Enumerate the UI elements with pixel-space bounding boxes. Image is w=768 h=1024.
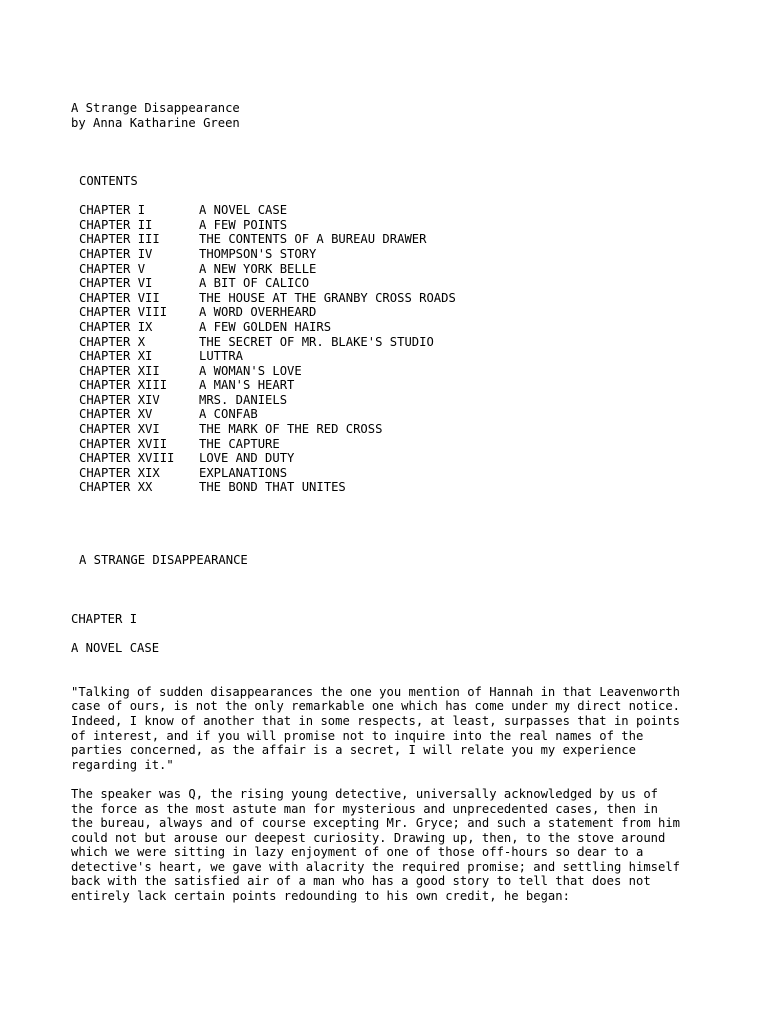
toc-chapter-title: THE BOND THAT UNITES [199, 480, 346, 495]
toc-row [71, 335, 761, 350]
toc-chapter-title: A WOMAN'S LOVE [199, 363, 302, 378]
toc-chapter-number: CHAPTER II [79, 217, 153, 232]
toc-chapter-title: A NOVEL CASE [199, 203, 288, 218]
toc-chapter-title: A MAN'S HEART [199, 378, 295, 393]
toc-chapter-number: CHAPTER XVIII [79, 451, 175, 466]
toc-row [71, 320, 761, 335]
toc-chapter-number: CHAPTER VI [79, 276, 153, 291]
toc-chapter-number: CHAPTER VIII [79, 305, 168, 320]
contents-heading: CONTENTS [79, 173, 138, 188]
toc-chapter-title: MRS. DANIELS [199, 392, 288, 407]
toc-row [71, 276, 761, 291]
toc-chapter-number: CHAPTER XX [79, 480, 153, 495]
toc-row [71, 203, 761, 218]
toc-row [71, 291, 761, 306]
toc-chapter-title: THOMPSON'S STORY [199, 246, 317, 261]
toc-chapter-title: A NEW YORK BELLE [199, 261, 317, 276]
paragraph-line: which we were sitting in lazy enjoyment of one of those off-hours so dear to a [71, 845, 644, 860]
toc-chapter-number: CHAPTER V [79, 261, 146, 276]
toc-row [71, 364, 761, 379]
paragraph-line: could not but arouse our deepest curiosity. Drawing up, then, to the stove around [71, 830, 666, 845]
toc-chapter-title: THE HOUSE AT THE GRANBY CROSS ROADS [199, 290, 456, 305]
toc-chapter-title: THE MARK OF THE RED CROSS [199, 422, 383, 437]
paragraph-line: the bureau, always and of course excepting Mr. Gryce; and such a statement from him [71, 816, 681, 831]
paragraph-line: Indeed, I know of another that in some respects, at least, surpasses that in points [71, 713, 681, 728]
toc-chapter-title: A CONFAB [199, 407, 258, 422]
paragraph-line: of interest, and if you will promise not to inquire into the real names of the [71, 728, 644, 743]
paragraph-line: back with the satisfied air of a man who has a good story to tell that does not [71, 874, 651, 889]
toc-chapter-number: CHAPTER XVII [79, 436, 168, 451]
toc-chapter-title: THE CAPTURE [199, 436, 280, 451]
paragraph-line: The speaker was Q, the rising young detective, universally acknowledged by us of [71, 786, 658, 801]
toc-chapter-title: A FEW POINTS [199, 217, 288, 232]
toc-row [71, 466, 761, 481]
toc-row [71, 305, 761, 320]
toc-chapter-title: A FEW GOLDEN HAIRS [199, 319, 332, 334]
paragraph [71, 787, 761, 904]
toc-chapter-title: THE CONTENTS OF A BUREAU DRAWER [199, 232, 427, 247]
paragraph-line: case of ours, is not the only remarkable one which has come under my direct notice. [71, 699, 681, 714]
toc-chapter-title: THE SECRET OF MR. BLAKE'S STUDIO [199, 334, 434, 349]
toc-row [71, 218, 761, 233]
toc-chapter-title: LOVE AND DUTY [199, 451, 295, 466]
toc-row [71, 247, 761, 262]
toc-chapter-number: CHAPTER XV [79, 407, 153, 422]
toc-chapter-number: CHAPTER XII [79, 363, 160, 378]
chapter-number: CHAPTER I [71, 611, 138, 626]
chapter-title: A NOVEL CASE [71, 640, 160, 655]
paragraph-line: entirely lack certain points redounding to his own credit, he began: [71, 889, 570, 904]
toc-row [71, 422, 761, 437]
toc-chapter-number: CHAPTER VII [79, 290, 160, 305]
toc-row [71, 407, 761, 422]
toc-row [71, 262, 761, 277]
paragraph-line: "Talking of sudden disappearances the one you mention of Hannah in that Leavenworth [71, 684, 681, 699]
toc-chapter-number: CHAPTER XIII [79, 378, 168, 393]
toc-row [71, 437, 761, 452]
table-of-contents [71, 203, 761, 495]
toc-chapter-number: CHAPTER XIV [79, 392, 160, 407]
toc-row [71, 451, 761, 466]
toc-chapter-title: EXPLANATIONS [199, 465, 288, 480]
toc-chapter-title: A BIT OF CALICO [199, 276, 310, 291]
toc-chapter-number: CHAPTER IV [79, 246, 153, 261]
document-body [71, 101, 761, 904]
book-byline: by Anna Katharine Green [71, 115, 240, 130]
paragraph [71, 685, 761, 773]
toc-chapter-number: CHAPTER IX [79, 319, 153, 334]
section-title: A STRANGE DISAPPEARANCE [79, 553, 248, 568]
toc-chapter-number: CHAPTER XIX [79, 465, 160, 480]
toc-row [71, 232, 761, 247]
toc-row [71, 393, 761, 408]
toc-chapter-number: CHAPTER III [79, 232, 160, 247]
paragraph-line: detective's heart, we gave with alacrity the required promise; and settling himself [71, 859, 681, 874]
toc-row [71, 480, 761, 495]
toc-chapter-number: CHAPTER XI [79, 349, 153, 364]
toc-chapter-number: CHAPTER I [79, 203, 146, 218]
paragraph-line: regarding it." [71, 757, 174, 772]
toc-chapter-number: CHAPTER XVI [79, 422, 160, 437]
paragraph-line: the force as the most astute man for mysterious and unprecedented cases, then in [71, 801, 658, 816]
toc-chapter-title: LUTTRA [199, 349, 244, 364]
toc-chapter-title: A WORD OVERHEARD [199, 305, 317, 320]
book-title: A Strange Disappearance [71, 101, 240, 115]
toc-chapter-number: CHAPTER X [79, 334, 146, 349]
toc-row [71, 378, 761, 393]
toc-row [71, 349, 761, 364]
paragraph-line: parties concerned, as the affair is a secret, I will relate you my experience [71, 743, 636, 758]
